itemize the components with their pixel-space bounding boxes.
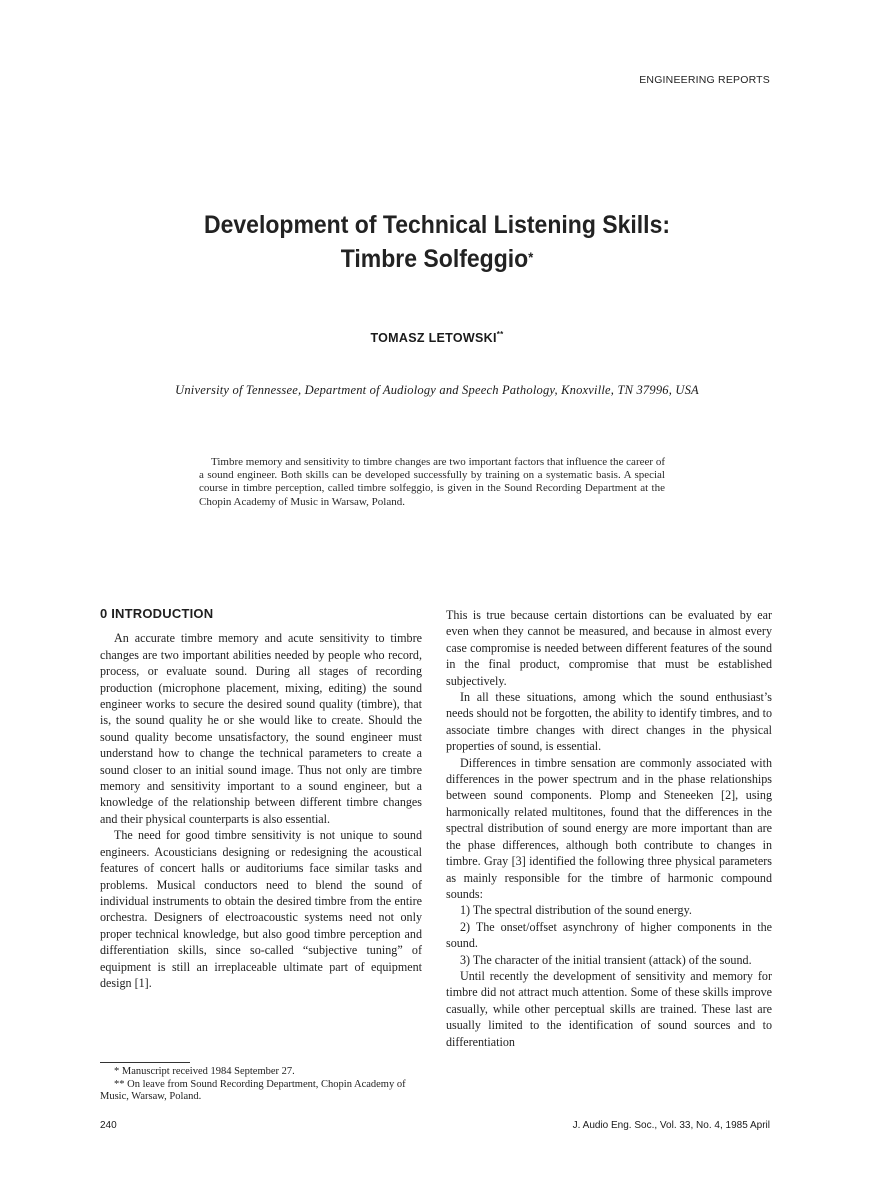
journal-reference: J. Audio Eng. Soc., Vol. 33, No. 4, 1985 April — [572, 1120, 770, 1131]
title-line-2 — [35, 242, 839, 276]
list-item: 3) The character of the initial transient (attack) of the sound. — [460, 952, 752, 967]
footnote: ** On leave from Sound Recording Department, Chopin Academy of Music, Warsaw, Poland. — [100, 1078, 406, 1102]
right-column — [446, 607, 772, 1050]
author-byline — [0, 330, 874, 345]
list-item: 1) The spectral distribution of the sound energy. — [460, 903, 692, 918]
body-paragraph: Differences in timbre sensation are commonly associated with differences in the power spectrum and in the phase relationships between sound components. Plomp and Steneeken [2], using harmonically related multitones, found that the differences in the spectral distribution of sound energy are more important than are the phase differences, although both contribute to changes in timbre. Gray [3] identified the following three physical parameters as mainly responsible for the timbre of harmonic compound sounds: — [446, 755, 772, 901]
footnotes — [100, 1066, 422, 1104]
abstract: Timbre memory and sensitivity to timbre changes are two important factors that influence the career of a sound engineer. Both skills can be developed successfully by training on a systematic basis. A special course in timbre perception, called timbre solfeggio, is given in the Sound Recording Department at the Chopin Academy of Music in Warsaw, Poland. — [199, 456, 665, 508]
author-footnote-mark: ** — [496, 330, 504, 339]
author-affiliation: University of Tennessee, Department of Audiology and Speech Pathology, Knoxville, TN 37996, USA — [175, 383, 699, 397]
section-heading: 0 INTRODUCTION — [100, 606, 214, 621]
title-line-2-text: Timbre Solfeggio — [340, 245, 529, 273]
footnote: * Manuscript received 1984 September 27. — [114, 1066, 295, 1077]
footnote-divider — [100, 1062, 190, 1063]
title-line-1: Development of Technical Listening Skills: — [203, 211, 671, 239]
page-number: 240 — [100, 1120, 117, 1131]
body-paragraph: In all these situations, among which the sound enthusiast’s needs should not be forgotten, the ability to identify timbres, and to associate timbre changes with direct changes in the physical properties of sound, is essential. — [446, 690, 772, 754]
left-column — [100, 606, 422, 991]
body-paragraph-continued: This is true because certain distortions can be evaluated by ear even when they cannot be measured, and because in almost every case compromise is needed between different features of the sound in the final product, compromise that must be established subjectively. — [446, 608, 772, 688]
body-paragraph: An accurate timbre memory and acute sensitivity to timbre changes are two important abilities needed by people who record, process, or evaluate sound. During all stages of recording production (microphone placement, mixing, editing) the sound engineer works to secure the desired sound quality (timbre), that is, the sound quality he or she would like to create. Should the sound quality become unsatisfactory, the sound engineer must understand how to change the technical parameters to create a sound closer to an initial sound image. Thus not only are timbre memory and sensitivity important to a sound engineer, but a knowledge of the relationship between different timbre changes and their physical counterparts is also essential. — [100, 631, 422, 826]
body-paragraph: The need for good timbre sensitivity is not unique to sound engineers. Acousticians designing or redesigning the acoustical features of concert halls or auditoriums face similar tasks and problems. Musical conductors need to blend the sound of individual instruments to obtain the desired timbre from the entire orchestra. Designers of electroacoustic systems need not only proper technical knowledge, but also good timbre perception and differentiation skills, since so-called “subjective tuning” of equipment is still an irreplaceable ultimate part of equipment design [1]. — [100, 828, 422, 990]
title-footnote-mark: * — [528, 249, 534, 265]
body-paragraph: Until recently the development of sensitivity and memory for timbre did not attract much attention. Some of these skills improve casually, while other perceptual skills are trained. These last are usually limited to the identification of sound sources and to differentiation — [446, 968, 772, 1049]
list-item: 2) The onset/offset asynchrony of higher components in the sound. — [446, 919, 772, 951]
article-title — [35, 208, 839, 276]
running-head: ENGINEERING REPORTS — [639, 74, 770, 86]
author-name: TOMASZ LETOWSKI — [370, 331, 497, 346]
